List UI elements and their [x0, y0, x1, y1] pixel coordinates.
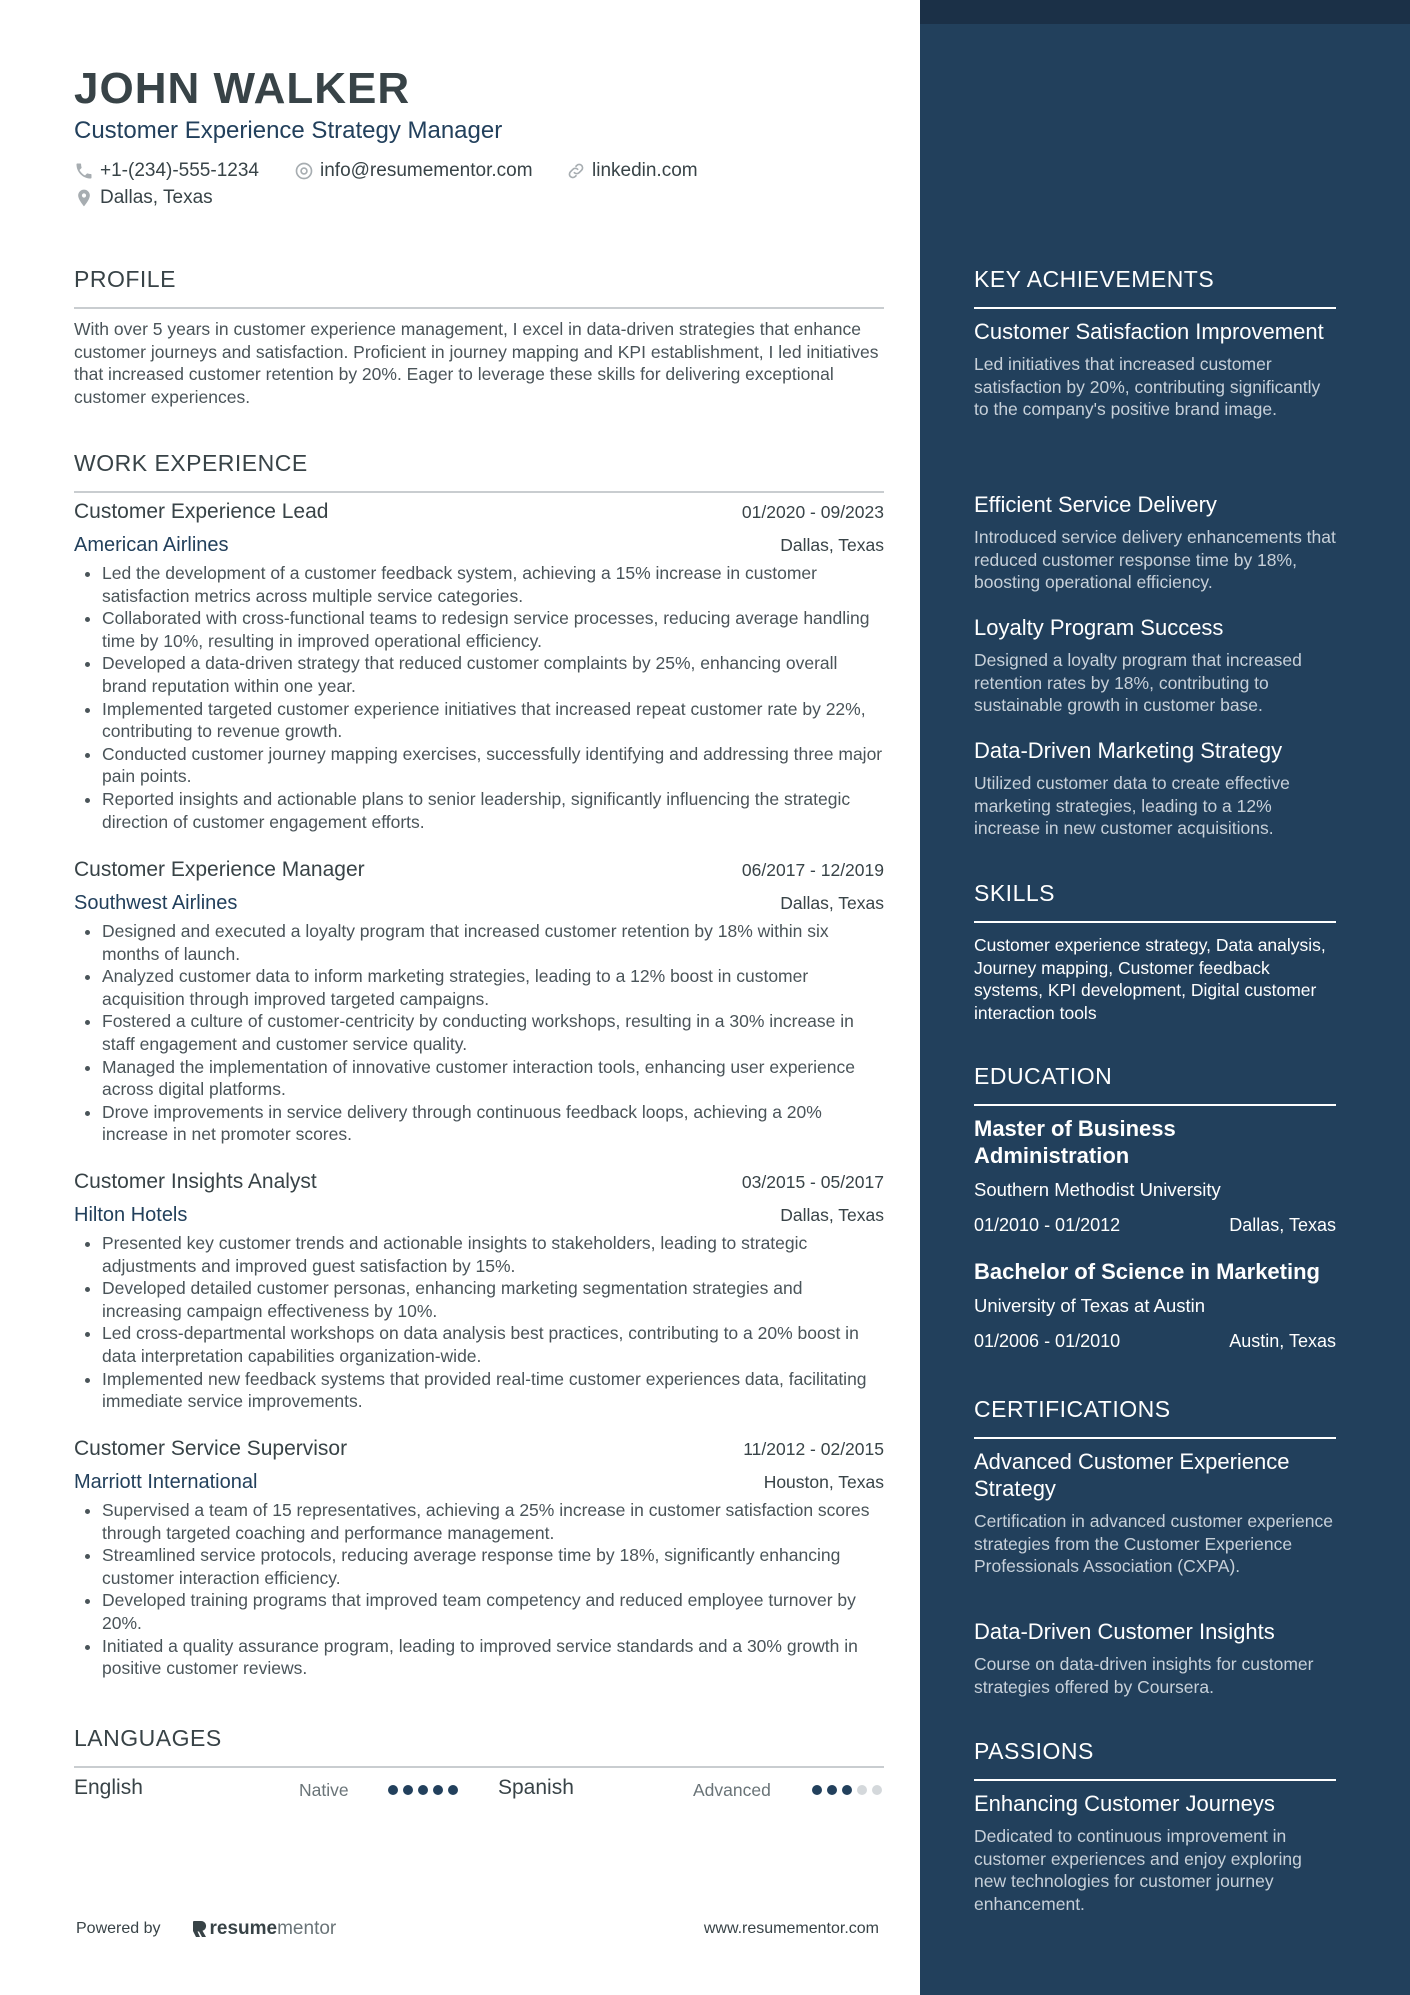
at-icon: [294, 161, 314, 181]
rating-dot-empty: [857, 1785, 867, 1795]
location-text: Dallas, Texas: [100, 187, 213, 208]
education-item: [974, 1115, 1336, 1236]
achievement-desc: Introduced service delivery enhancements that reduced customer response time by 18%, boosting operational efficiency.: [974, 527, 1336, 592]
contact-phone: [74, 160, 259, 182]
profile-heading: PROFILE: [74, 266, 884, 309]
brand-name-light: mentor: [277, 1918, 337, 1939]
rating-dot-filled: [418, 1785, 428, 1795]
education-dates: 01/2010 - 01/2012: [974, 1215, 1121, 1235]
job-company: Marriott International: [74, 1471, 258, 1493]
candidate-title: Customer Experience Strategy Manager: [74, 117, 503, 144]
rating-dot-filled: [403, 1785, 413, 1795]
job-role: Customer Insights Analyst: [74, 1170, 317, 1193]
job-location: Houston, Texas: [763, 1472, 884, 1492]
job-bullet: • Led cross-departmental workshops on data analysis best practices, contributing to a 20% boost in data interpretation capabilities organization-wide.: [102, 1322, 884, 1367]
job-entry: [74, 858, 884, 1146]
certification-item: [974, 1618, 1336, 1698]
education-degree: Master of Business Administration: [974, 1116, 1176, 1168]
passions-heading: PASSIONS: [974, 1738, 1336, 1781]
education-item: [974, 1258, 1336, 1352]
achievement-item: [974, 737, 1336, 840]
achievement-item: [974, 614, 1336, 717]
education-heading: EDUCATION: [974, 1063, 1336, 1106]
brand-mark-icon: [191, 1919, 207, 1939]
education-school: University of Texas at Austin: [974, 1295, 1206, 1316]
achievement-title: Efficient Service Delivery: [974, 492, 1217, 517]
job-dates: 01/2020 - 09/2023: [741, 502, 884, 522]
job-company: Hilton Hotels: [74, 1204, 188, 1226]
brand-logo[interactable]: [191, 1918, 337, 1940]
brand-name-bold: resume: [209, 1918, 278, 1939]
language-rating: [812, 1785, 882, 1795]
job-bullet: • Analyzed customer data to inform marketing strategies, leading to a 12% boost in customer acquisition through improved targeted campaigns.: [102, 965, 884, 1010]
certifications-heading: CERTIFICATIONS: [974, 1396, 1336, 1439]
job-bullet: • Implemented new feedback systems that provided real-time customer experiences data, facilitating immediate service improvements.: [102, 1368, 884, 1413]
contact-email: [294, 160, 533, 182]
footer-website[interactable]: www.resumementor.com: [703, 1920, 879, 1937]
passion-item: [974, 1790, 1336, 1915]
job-location: Dallas, Texas: [780, 1205, 884, 1225]
passion-title: Enhancing Customer Journeys: [974, 1791, 1275, 1816]
skills-text: Customer experience strategy, Data analysis, Journey mapping, Customer feedback systems, KPI development, Digital customer interaction tools: [974, 935, 1326, 1023]
job-bullet: • Conducted customer journey mapping exercises, successfully identifying and addressing three major pain points.: [102, 743, 884, 788]
job-bullet: • Led the development of a customer feedback system, achieving a 15% increase in customer satisfaction metrics across multiple service categories.: [102, 562, 884, 607]
rating-dot-filled: [448, 1785, 458, 1795]
job-bullets: [74, 1232, 884, 1413]
job-company: Southwest Airlines: [74, 892, 238, 914]
job-bullet: • Developed training programs that improved team competency and reduced employee turnover by 20%.: [102, 1589, 884, 1634]
education-location: Austin, Texas: [1229, 1331, 1336, 1351]
job-dates: 06/2017 - 12/2019: [741, 860, 884, 880]
languages-row: [74, 1776, 884, 1806]
job-dates: 03/2015 - 05/2017: [741, 1172, 884, 1192]
email-link[interactable]: info@resumementor.com: [320, 160, 533, 181]
achievement-desc: Utilized customer data to create effective marketing strategies, leading to a 12% increase in new customer acquisitions.: [974, 773, 1290, 838]
footer-powered-by: [76, 1918, 336, 1940]
job-role: Customer Experience Lead: [74, 500, 329, 523]
certification-title: Advanced Customer Experience Strategy: [974, 1449, 1290, 1501]
job-bullet: • Initiated a quality assurance program, leading to improved service standards and a 30% growth in positive customer reviews.: [102, 1635, 884, 1680]
education-location: Dallas, Texas: [1229, 1215, 1336, 1235]
location-pin-icon: [74, 188, 94, 208]
job-bullet: • Drove improvements in service delivery through continuous feedback loops, achieving a 20% increase in net promoter scores.: [102, 1101, 884, 1146]
contact-location: [74, 187, 213, 209]
job-bullet: • Supervised a team of 15 representatives, achieving a 25% increase in customer satisfaction scores through targeted coaching and performance management.: [102, 1499, 884, 1544]
job-entry: [74, 500, 884, 833]
languages-heading: LANGUAGES: [74, 1725, 884, 1768]
phone-text[interactable]: +1-(234)-555-1234: [100, 160, 259, 181]
job-bullet: • Developed a data-driven strategy that reduced customer complaints by 25%, enhancing overall brand reputation within one year.: [102, 652, 884, 697]
passion-desc: Dedicated to continuous improvement in customer experiences and enjoy exploring new technologies for customer journey enhancement.: [974, 1826, 1302, 1914]
job-bullets: [74, 562, 884, 833]
language-level: Advanced: [693, 1780, 771, 1800]
job-company: American Airlines: [74, 534, 229, 556]
job-bullet: • Developed detailed customer personas, enhancing marketing segmentation strategies and increasing campaign effectiveness by 10%.: [102, 1277, 884, 1322]
job-bullets: [74, 1499, 884, 1680]
certification-title: Data-Driven Customer Insights: [974, 1619, 1275, 1644]
rating-dot-filled: [827, 1785, 837, 1795]
achievement-desc: Designed a loyalty program that increased retention rates by 18%, contributing to sustainable growth in customer base.: [974, 650, 1302, 715]
education-dates: 01/2006 - 01/2010: [974, 1331, 1121, 1351]
achievements-heading: KEY ACHIEVEMENTS: [974, 266, 1336, 309]
achievement-item: [974, 318, 1336, 421]
language-level: Native: [299, 1780, 349, 1800]
job-role: Customer Experience Manager: [74, 858, 365, 881]
certification-desc: Course on data-driven insights for customer strategies offered by Coursera.: [974, 1654, 1314, 1697]
achievement-title: Data-Driven Marketing Strategy: [974, 738, 1283, 763]
education-degree: Bachelor of Science in Marketing: [974, 1259, 1320, 1284]
job-bullets: [74, 920, 884, 1146]
language-rating: [388, 1785, 458, 1795]
job-bullet: • Implemented targeted customer experience initiatives that increased repeat customer rate by 22%, contributing to revenue growth.: [102, 698, 884, 743]
profile-text: With over 5 years in customer experience management, I excel in data-driven strategies that enhance customer journeys and satisfaction. Proficient in journey mapping and KPI establishment, I led initiatives that increased customer retention by 20%. Eager to leverage these skills for delivering exceptional customer experiences.: [74, 319, 879, 407]
rating-dot-filled: [433, 1785, 443, 1795]
achievement-title: Loyalty Program Success: [974, 615, 1224, 640]
job-dates: 11/2012 - 02/2015: [743, 1439, 884, 1459]
certification-desc: Certification in advanced customer experience strategies from the Customer Experience Professionals Association (CXPA).: [974, 1511, 1333, 1576]
job-bullet: • Streamlined service protocols, reducing average response time by 18%, significantly enhancing customer interaction efficiency.: [102, 1544, 884, 1589]
sidebar-top-bar: [920, 0, 1410, 24]
job-bullet: • Managed the implementation of innovative customer interaction tools, enhancing user experience across digital platforms.: [102, 1056, 884, 1101]
certification-item: [974, 1448, 1336, 1578]
job-entry: [74, 1170, 884, 1413]
linkedin-link[interactable]: linkedin.com: [592, 160, 698, 181]
skills-heading: SKILLS: [974, 880, 1336, 923]
language-name: English: [74, 1776, 143, 1799]
job-bullet: • Fostered a culture of customer-centricity by conducting workshops, resulting in a 30% increase in staff engagement and customer service quality.: [102, 1010, 884, 1055]
job-bullet: • Reported insights and actionable plans to senior leadership, significantly influencing the strategic direction of customer engagement efforts.: [102, 788, 884, 833]
powered-by-label: Powered by: [76, 1920, 161, 1937]
contact-linkedin: [566, 160, 698, 182]
achievement-desc: Led initiatives that increased customer satisfaction by 20%, contributing significantly to the company's positive brand image.: [974, 354, 1321, 419]
language-name: Spanish: [498, 1776, 574, 1799]
job-entry: [74, 1437, 884, 1680]
rating-dot-filled: [812, 1785, 822, 1795]
link-icon: [566, 161, 586, 181]
rating-dot-empty: [872, 1785, 882, 1795]
experience-heading: WORK EXPERIENCE: [74, 450, 884, 493]
achievement-item: [974, 491, 1336, 594]
job-bullet: • Collaborated with cross-functional teams to redesign service processes, reducing average handling time by 10%, resulting in improved operational efficiency.: [102, 607, 884, 652]
job-location: Dallas, Texas: [780, 893, 884, 913]
job-role: Customer Service Supervisor: [74, 1437, 348, 1460]
job-location: Dallas, Texas: [780, 535, 884, 555]
phone-icon: [74, 161, 94, 181]
candidate-name: JOHN WALKER: [74, 64, 411, 113]
rating-dot-filled: [388, 1785, 398, 1795]
rating-dot-filled: [842, 1785, 852, 1795]
job-bullet: • Designed and executed a loyalty program that increased customer retention by 18% within six months of launch.: [102, 920, 884, 965]
job-bullet: • Presented key customer trends and actionable insights to stakeholders, leading to strategic adjustments and improved guest satisfaction by 15%.: [102, 1232, 884, 1277]
achievement-title: Customer Satisfaction Improvement: [974, 319, 1324, 344]
education-school: Southern Methodist University: [974, 1179, 1221, 1200]
